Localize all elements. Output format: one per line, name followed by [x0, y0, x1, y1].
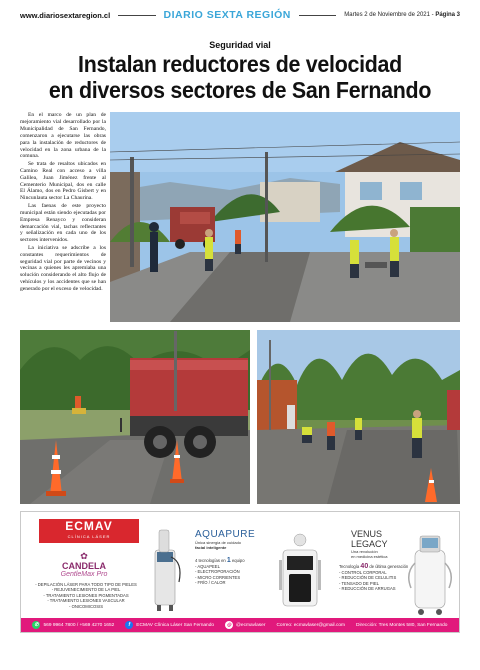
- article-paragraph: Se trata de resaltos ubicados en Camino Real con acceso a villa Galilea, Juan Jiménez frente al Cementerio Municipal, dos en calle El Álamo, dos en Pedro Gisbert y en Nincunlauta sector La Chaurina.: [20, 160, 106, 202]
- list-item: - CONTROL CORPORAL: [339, 570, 387, 575]
- photo-truck-cones: [20, 330, 250, 504]
- photo-workers-road: [257, 330, 460, 504]
- contact-address: Dirección: Tres Montes 580, San Fernando: [356, 622, 448, 628]
- section-kicker: Seguridad vial: [209, 40, 271, 50]
- candela-treatments: [31, 582, 141, 609]
- contact-bar: [21, 618, 459, 632]
- article-paragraph: La iniciativa se adscribe a los constantes requerimientos de seguridad vial por parte de vecinos y vecinas a quienes les apremiaba una solución considerando el alto flujo de vehículos y los accidentes que se han generado por el exceso de velocidad.: [20, 244, 106, 293]
- list-item: - TENSADO DE PIEL: [339, 580, 379, 586]
- article-body: [20, 112, 106, 294]
- site-url[interactable]: www.diariosextaregion.cl: [20, 10, 111, 20]
- headline-line-2: en diversos sectores de San Fernando: [48, 77, 432, 103]
- whatsapp-icon: ✆: [34, 622, 39, 628]
- aquapure-desc: facial inteligente: [195, 545, 227, 551]
- candela-lotus-icon: ✿: [80, 551, 88, 561]
- list-item: - REDUCCIÓN DE CELULITIS: [339, 575, 397, 581]
- ecmav-logo-sub: CLÍNICA LÁSER: [67, 534, 111, 539]
- headline: [35, 51, 444, 103]
- main-photo-road-works: [110, 112, 460, 322]
- list-item: - ONICOMICOSIS: [69, 603, 103, 609]
- aquapure-name: AQUAPURE: [195, 529, 256, 540]
- list-item: - AQUAPEEL: [195, 564, 220, 569]
- masthead: [20, 8, 460, 22]
- aquapure-brand: [195, 529, 275, 550]
- venus-desc: Una revolución: [351, 549, 378, 554]
- ecmav-logo-name: ECMAV: [65, 519, 113, 533]
- instagram-icon: ◎: [226, 622, 232, 628]
- list-item: - TRATAMIENTO LESIONES PIGMENTADAS: [43, 592, 129, 598]
- venus-legacy-name: VENUS LEGACY: [351, 529, 388, 549]
- paper-name: DIARIO SEXTA REGIÓN: [163, 9, 291, 21]
- candela-model: GentleMax Pro: [60, 571, 108, 578]
- candela-name: CANDELA: [62, 561, 106, 571]
- list-item: - DEPILACIÓN LÁSER PARA TODO TIPO DE PIELES: [35, 582, 137, 587]
- contact-email[interactable]: Correo: ecmavlaser@gmail.com: [276, 622, 346, 628]
- list-item: - REDUCCIÓN DE ARRUGAS: [339, 586, 396, 592]
- issue-date: Martes 2 de Noviembre de 2021 - Página 3: [344, 12, 460, 18]
- list-item: - ELECTROPORACIÓN: [195, 569, 240, 575]
- candela-brand: [31, 552, 137, 578]
- facebook-icon: f: [125, 621, 133, 629]
- list-item: - MICRO CORRIENTES: [195, 574, 241, 580]
- page-number: Página 3: [435, 12, 460, 18]
- list-item: - REJUVENECIMIENTO DE LA PIEL: [51, 587, 121, 593]
- aquapure-device-image: [277, 530, 323, 612]
- headline-line-1: Instalan reductores de velocidad: [78, 51, 402, 77]
- venus-device-image: [405, 528, 455, 618]
- contact-facebook[interactable]: f ECMAV Clínica Láser San Fernando: [125, 621, 214, 629]
- candela-device-image: [145, 522, 185, 614]
- article-paragraph: Las faenas de este proyecto municipal están siendo ejecutadas por Empresa Renayco y consideran demarcación vial, tachas reflectantes y señalización en cada uno de los sectores intervenidos.: [20, 202, 106, 244]
- masthead-rule: [299, 15, 336, 16]
- aquapure-desc: Única sinergia de cuidado: [195, 540, 242, 545]
- aquapure-tech-count: 4 tecnologías en 1 equipo: [195, 557, 245, 564]
- list-item: - TRATAMIENTO LESIONES VASCULAR: [47, 598, 125, 604]
- article-paragraph: En el marco de un plan de mejoramiento vial desarrollado por la Municipalidad de San Fernando, comenzaron a ejecutarse las obras para la instalación de reductores de velocidad en la zona urbana de la comuna.: [20, 112, 106, 160]
- ecmav-advertisement[interactable]: [20, 511, 460, 633]
- list-item: - FRÍO / CALOR: [195, 580, 226, 586]
- masthead-rule: [118, 15, 155, 16]
- ecmav-logo: [39, 519, 139, 543]
- contact-phone[interactable]: ✆ 569 9964 7800 / +569 4270 1652: [34, 622, 115, 628]
- venus-tech-count: Tecnología 40 de última generación: [339, 563, 409, 570]
- contact-instagram[interactable]: ◎ @ecmavlaser: [226, 622, 266, 628]
- venus-desc: en medicina estética: [351, 554, 388, 560]
- aquapure-features: [195, 564, 275, 586]
